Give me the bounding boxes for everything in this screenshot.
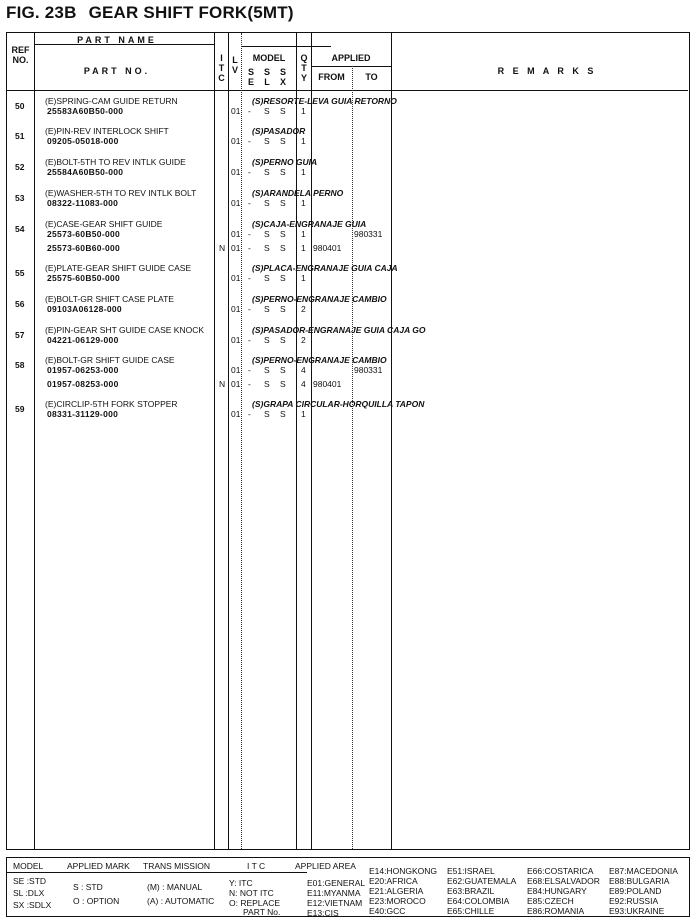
model-se-value: - <box>248 304 251 314</box>
legend-itc-partno: PART No. <box>243 907 281 917</box>
part-number: 09103A06128-000 <box>47 304 122 314</box>
part-name-spanish: (S)PASADOR-ENGRANAJE GUIA CAJA GO <box>252 325 426 335</box>
legend-itc-header: I T C <box>247 861 266 871</box>
lv-value: 01 <box>231 335 241 345</box>
ref-no-header: REF NO. <box>11 45 30 65</box>
qty-value: 1 <box>301 198 306 208</box>
model-sl-value: S <box>264 365 270 375</box>
model-se-value: - <box>248 229 251 239</box>
part-name-spanish: (S)ARANDELA PERNO <box>252 188 344 198</box>
lv-header: L V <box>231 55 238 75</box>
model-sx-value: S <box>280 243 286 253</box>
model-sl-value: S <box>264 167 270 177</box>
part-name-spanish: (S)PERNO-ENGRANAJE CAMBIO <box>252 294 387 304</box>
model-sl-value: S <box>264 106 270 116</box>
ref-number: 50 <box>15 101 25 111</box>
qty-value: 1 <box>301 136 306 146</box>
model-sl-value: S <box>264 136 270 146</box>
qty-value: 1 <box>301 106 306 116</box>
legend-model-se: SE :STD <box>13 876 47 886</box>
ref-number: 52 <box>15 162 25 172</box>
qty-value: 1 <box>301 273 306 283</box>
ref-number: 58 <box>15 360 25 370</box>
part-name-spanish: (S)PERNO-ENGRANAJE CAMBIO <box>252 355 387 365</box>
part-name: (E)PIN-REV INTERLOCK SHIFT <box>45 126 169 136</box>
legend-model-sx: SX :SDLX <box>13 900 52 910</box>
qty-value: 1 <box>301 229 306 239</box>
qty-value: 1 <box>301 167 306 177</box>
applied-to-value: 980331 <box>354 229 383 239</box>
legend-mark-option: O : OPTION <box>73 896 120 906</box>
legend-trans-header: TRANS MISSION <box>143 861 211 871</box>
part-name-spanish: (S)GRAPA CIRCULAR-HORQUILLA TAPON <box>252 399 425 409</box>
model-sl-value: S <box>264 273 270 283</box>
part-name-spanish: (S)CAJA-ENGRANAJE GUIA <box>252 219 367 229</box>
model-sx-value: S <box>280 379 286 389</box>
part-number: 01957-06253-000 <box>47 365 119 375</box>
model-sx-value: S <box>280 198 286 208</box>
ref-number: 51 <box>15 131 25 141</box>
part-name: (E)CIRCLIP-5TH FORK STOPPER <box>45 399 178 409</box>
model-se-value: - <box>248 409 251 419</box>
model-header: MODEL <box>252 53 286 63</box>
qty-value: 2 <box>301 304 306 314</box>
part-number: 25573-60B60-000 <box>47 243 121 253</box>
part-name-spanish: (S)RESORTE-LEVA GUIA RETORNO <box>252 96 397 106</box>
model-sl-value: S <box>264 243 270 253</box>
model-sl-value: S <box>264 335 270 345</box>
page-title <box>6 3 294 23</box>
legend-itc-n: N: NOT ITC <box>229 888 274 898</box>
part-name: (E)CASE-GEAR SHIFT GUIDE <box>45 219 163 229</box>
part-number: 04221-06129-000 <box>47 335 119 345</box>
applied-to-value: 980331 <box>354 365 383 375</box>
model-sx-value: S <box>280 335 286 345</box>
ref-number: 55 <box>15 268 25 278</box>
legend-model-header: MODEL <box>13 861 44 871</box>
remarks-header: R E M A R K S <box>497 66 597 76</box>
ref-number: 57 <box>15 330 25 340</box>
model-sx-value: S <box>280 273 286 283</box>
legend-model-sl: SL :DLX <box>13 888 45 898</box>
model-se-value: - <box>248 379 251 389</box>
lv-value: 01 <box>231 243 241 253</box>
part-name: (E)PIN-GEAR SHT GUIDE CASE KNOCK <box>45 325 205 335</box>
part-name-spanish: (S)PERNO GUIA <box>252 157 318 167</box>
model-sl-header: S L <box>263 67 270 87</box>
model-sx-header: S X <box>279 67 286 87</box>
legend-mark-std: S : STD <box>73 882 103 892</box>
lv-value: 01 <box>231 167 241 177</box>
part-name: (E)PLATE-GEAR SHIFT GUIDE CASE <box>45 263 192 273</box>
legend-itc-y: Y: ITC <box>229 878 253 888</box>
itc-value: N <box>219 379 226 389</box>
model-se-value: - <box>248 198 251 208</box>
part-name: (E)SPRING-CAM GUIDE RETURN <box>45 96 178 106</box>
legend-trans-manual: (M) : MANUAL <box>147 882 203 892</box>
model-se-header: S E <box>247 67 254 87</box>
model-sl-value: S <box>264 198 270 208</box>
model-sl-value: S <box>264 379 270 389</box>
itc-value: N <box>219 243 226 253</box>
lv-value: 01 <box>231 198 241 208</box>
itc-header: I T C <box>218 53 225 83</box>
lv-value: 01 <box>231 379 241 389</box>
lv-value: 01 <box>231 229 241 239</box>
qty-value: 1 <box>301 409 306 419</box>
lv-value: 01 <box>231 136 241 146</box>
model-se-value: - <box>248 167 251 177</box>
model-se-value: - <box>248 106 251 116</box>
model-se-value: - <box>248 365 251 375</box>
ref-number: 53 <box>15 193 25 203</box>
qty-value: 2 <box>301 335 306 345</box>
to-header: TO <box>365 72 378 82</box>
part-name-header: PART NAME <box>77 35 157 45</box>
qty-value: 4 <box>301 379 306 389</box>
part-name: (E)BOLT-GR SHIFT CASE PLATE <box>45 294 174 304</box>
part-name: (E)BOLT-5TH TO REV INTLK GUIDE <box>45 157 186 167</box>
part-number: 08331-31129-000 <box>47 409 119 419</box>
qty-header: Q T Y <box>300 53 308 83</box>
lv-value: 01 <box>231 273 241 283</box>
model-sl-value: S <box>264 229 270 239</box>
part-number: 25583A60B50-000 <box>47 106 124 116</box>
ref-number: 59 <box>15 404 25 414</box>
legend <box>6 857 690 917</box>
model-sx-value: S <box>280 106 286 116</box>
lv-value: 01 <box>231 304 241 314</box>
legend-trans-automatic: (A) : AUTOMATIC <box>147 896 215 906</box>
applied-header: APPLIED <box>331 53 371 63</box>
legend-area-col-5: E87:MACEDONIA E88:BULGARIA E89:POLAND E92:RUSSIA E93:UKRAINE <box>609 866 678 916</box>
part-name: (E)WASHER-5TH TO REV INTLK BOLT <box>45 188 197 198</box>
lv-value: 01 <box>231 409 241 419</box>
model-se-value: - <box>248 273 251 283</box>
part-number: 25575-60B50-000 <box>47 273 121 283</box>
model-sx-value: S <box>280 304 286 314</box>
legend-area-col-1: E01:GENERAL E11:MYANMA E12:VIETNAM E13:CIS <box>307 878 366 918</box>
model-se-value: - <box>248 136 251 146</box>
ref-number: 54 <box>15 224 25 234</box>
model-sx-value: S <box>280 409 286 419</box>
model-sx-value: S <box>280 167 286 177</box>
qty-value: 1 <box>301 243 306 253</box>
part-number: 25573-60B50-000 <box>47 229 121 239</box>
model-sl-value: S <box>264 409 270 419</box>
part-name-spanish: (S)PASADOR <box>252 126 306 136</box>
part-number: 01957-08253-000 <box>47 379 119 389</box>
part-number: 09205-05018-000 <box>47 136 119 146</box>
model-se-value: - <box>248 243 251 253</box>
part-number: 08322-11083-000 <box>47 198 119 208</box>
part-name: (E)BOLT-GR SHIFT GUIDE CASE <box>45 355 175 365</box>
part-number: 25584A60B50-000 <box>47 167 124 177</box>
applied-from-value: 980401 <box>313 379 342 389</box>
legend-area-col-2: E14:HONGKONG E20:AFRICA E21:ALGERIA E23:MOROCO E40:GCC <box>369 866 438 916</box>
model-sx-value: S <box>280 365 286 375</box>
model-sx-value: S <box>280 136 286 146</box>
from-header: FROM <box>318 72 345 82</box>
qty-value: 4 <box>301 365 306 375</box>
model-se-value: - <box>248 335 251 345</box>
lv-value: 01 <box>231 106 241 116</box>
legend-area-col-4: E66:COSTARICA E68:ELSALVADOR E84:HUNGARY E85:CZECH E86:ROMANIA <box>527 866 600 916</box>
legend-area-col-3: E51:ISRAEL E62:GUATEMALA E63:BRAZIL E64:COLOMBIA E65:CHILLE <box>447 866 517 916</box>
legend-area-header: APPLIED AREA <box>295 861 356 871</box>
ref-number: 56 <box>15 299 25 309</box>
model-sl-value: S <box>264 304 270 314</box>
part-no-header: PART NO. <box>83 66 151 76</box>
legend-itc-o: O: REPLACE <box>229 898 281 908</box>
model-sx-value: S <box>280 229 286 239</box>
figure-number: FIG. 23B <box>6 3 77 22</box>
figure-name: GEAR SHIFT FORK(5MT) <box>88 3 294 22</box>
parts-table <box>6 32 690 850</box>
applied-from-value: 980401 <box>313 243 342 253</box>
legend-applied-mark-header: APPLIED MARK <box>67 861 130 871</box>
lv-value: 01 <box>231 365 241 375</box>
part-name-spanish: (S)PLACA-ENGRANAJE GUIA CAJA <box>252 263 398 273</box>
